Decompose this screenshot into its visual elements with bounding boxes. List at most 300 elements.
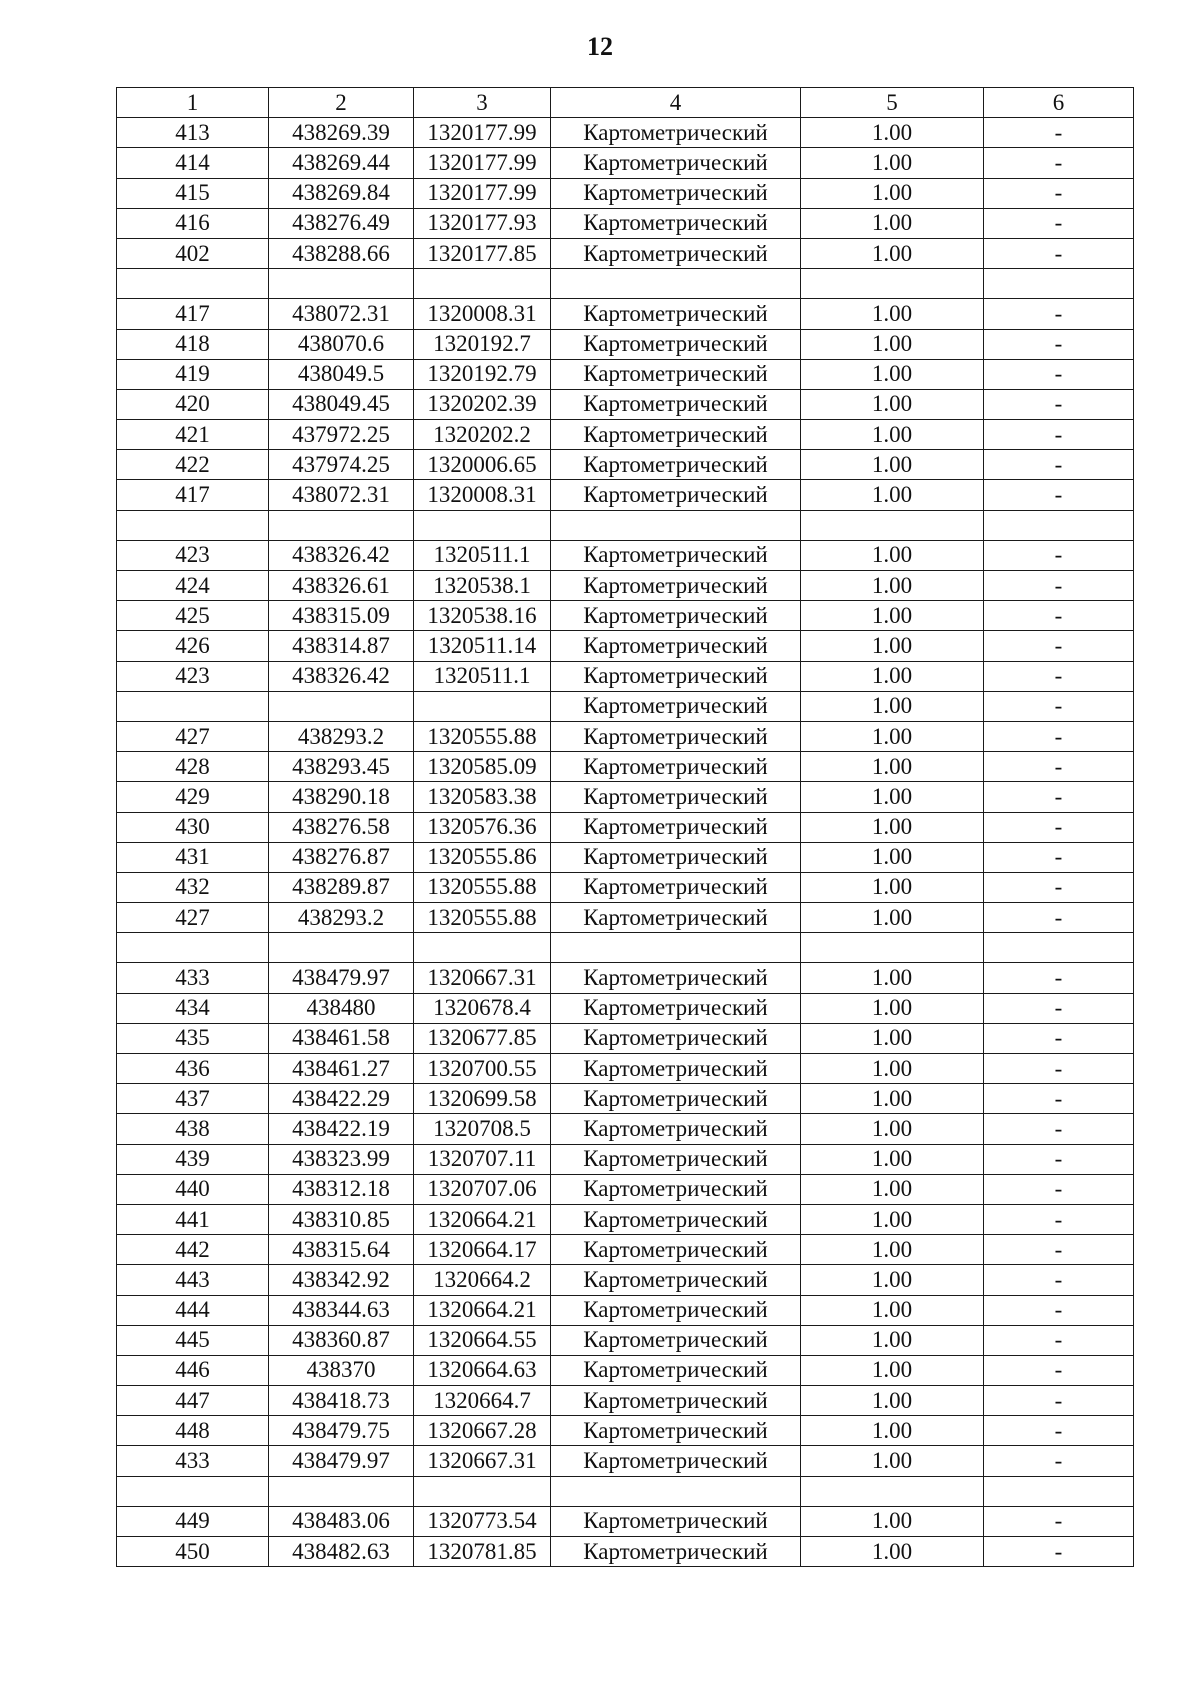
table-cell: 438422.19 (269, 1114, 414, 1144)
table-row (117, 631, 1134, 661)
table-cell: 438293.2 (269, 721, 414, 751)
table-cell: 1320664.55 (414, 1325, 551, 1355)
table-row (117, 1446, 1134, 1476)
table-cell: Картометрический (551, 1235, 801, 1265)
page-number: 12 (587, 32, 613, 61)
table-cell: 424 (117, 571, 269, 601)
table-cell: Картометрический (551, 903, 801, 933)
table-cell (984, 510, 1134, 540)
table-cell: 438479.97 (269, 1446, 414, 1476)
table-row (117, 1506, 1134, 1536)
table-cell (551, 1476, 801, 1506)
table-cell: Картометрический (551, 601, 801, 631)
table-cell: 438326.61 (269, 571, 414, 601)
table-cell: - (984, 1204, 1134, 1234)
table-cell: 1.00 (801, 299, 984, 329)
table-row (117, 1054, 1134, 1084)
table-cell: 1320511.14 (414, 631, 551, 661)
table-cell: Картометрический (551, 359, 801, 389)
header-cell: 1 (117, 88, 269, 118)
table-cell: 436 (117, 1054, 269, 1084)
table-cell: 437 (117, 1084, 269, 1114)
table-cell: Картометрический (551, 1386, 801, 1416)
table-cell: Картометрический (551, 299, 801, 329)
table-cell: 437972.25 (269, 420, 414, 450)
table-cell: - (984, 1325, 1134, 1355)
table-cell: 1320008.31 (414, 299, 551, 329)
table-row (117, 148, 1134, 178)
table-row (117, 1235, 1134, 1265)
table-cell: Картометрический (551, 148, 801, 178)
table-cell: 1.00 (801, 1144, 984, 1174)
table-cell: 438483.06 (269, 1506, 414, 1536)
table-cell: 1320555.88 (414, 721, 551, 751)
header-cell: 5 (801, 88, 984, 118)
table-row (117, 1144, 1134, 1174)
table-row (117, 540, 1134, 570)
table-cell: 422 (117, 450, 269, 480)
table-cell (551, 933, 801, 963)
table-cell (414, 510, 551, 540)
table-cell: 1.00 (801, 450, 984, 480)
table-cell: Картометрический (551, 329, 801, 359)
table-row (117, 329, 1134, 359)
table-row (117, 752, 1134, 782)
table-cell: 438312.18 (269, 1174, 414, 1204)
table-cell: 438072.31 (269, 480, 414, 510)
table-cell: - (984, 993, 1134, 1023)
table-cell: 435 (117, 1023, 269, 1053)
table-cell: 438276.58 (269, 812, 414, 842)
table-cell: 1.00 (801, 118, 984, 148)
table-cell (801, 1476, 984, 1506)
table-cell: 1.00 (801, 420, 984, 450)
table-cell: 428 (117, 752, 269, 782)
table-cell: 426 (117, 631, 269, 661)
table-cell: 438326.42 (269, 540, 414, 570)
table-row (117, 872, 1134, 902)
table-row (117, 691, 1134, 721)
table-cell (269, 510, 414, 540)
table-cell: 1.00 (801, 238, 984, 268)
table-cell: 1.00 (801, 1537, 984, 1567)
table-cell: 438072.31 (269, 299, 414, 329)
table-cell (117, 691, 269, 721)
table-cell: - (984, 752, 1134, 782)
table-cell: 438269.44 (269, 148, 414, 178)
table-cell: - (984, 1235, 1134, 1265)
table-cell: Картометрический (551, 1446, 801, 1476)
table-cell: 423 (117, 540, 269, 570)
table-cell: 1.00 (801, 329, 984, 359)
table-row (117, 1325, 1134, 1355)
table-cell: 430 (117, 812, 269, 842)
table-cell: 1320667.31 (414, 1446, 551, 1476)
table-cell: Картометрический (551, 450, 801, 480)
table-row (117, 1355, 1134, 1385)
table-cell: 438049.5 (269, 359, 414, 389)
table-cell: 438315.64 (269, 1235, 414, 1265)
table-cell: 438276.49 (269, 208, 414, 238)
table-cell: Картометрический (551, 1537, 801, 1567)
table-cell: 438326.42 (269, 661, 414, 691)
table-cell: 438293.45 (269, 752, 414, 782)
table-cell: 438269.39 (269, 118, 414, 148)
table-row (117, 480, 1134, 510)
table-cell (414, 933, 551, 963)
table-cell: 427 (117, 721, 269, 751)
table-cell: 1.00 (801, 1416, 984, 1446)
table-cell (414, 1476, 551, 1506)
table-cell: 1.00 (801, 842, 984, 872)
table-cell: 1.00 (801, 1204, 984, 1234)
table-cell: 438288.66 (269, 238, 414, 268)
table-cell: 415 (117, 178, 269, 208)
header-cell: 4 (551, 88, 801, 118)
table-cell: 1.00 (801, 631, 984, 661)
table-cell: Картометрический (551, 1023, 801, 1053)
table-row (117, 1386, 1134, 1416)
coordinates-table-body (117, 88, 1134, 1567)
table-cell (984, 269, 1134, 299)
table-cell: 438049.45 (269, 389, 414, 419)
table-cell: - (984, 903, 1134, 933)
table-cell: 1320678.4 (414, 993, 551, 1023)
table-cell: - (984, 480, 1134, 510)
table-cell: 1.00 (801, 1054, 984, 1084)
table-cell: - (984, 571, 1134, 601)
table-cell: 438479.97 (269, 963, 414, 993)
table-cell: 1.00 (801, 540, 984, 570)
table-cell: 1320177.99 (414, 148, 551, 178)
table-cell: 1320202.39 (414, 389, 551, 419)
table-cell: 1320177.99 (414, 118, 551, 148)
table-cell: Картометрический (551, 178, 801, 208)
table-cell: - (984, 1174, 1134, 1204)
table-cell: - (984, 118, 1134, 148)
table-cell (117, 510, 269, 540)
table-cell: 438269.84 (269, 178, 414, 208)
table-cell: 446 (117, 1355, 269, 1385)
table-cell: 1320177.93 (414, 208, 551, 238)
table-cell: 1.00 (801, 1084, 984, 1114)
table-row (117, 299, 1134, 329)
table-cell: Картометрический (551, 238, 801, 268)
table-cell: 433 (117, 963, 269, 993)
table-cell: - (984, 812, 1134, 842)
table-cell: 432 (117, 872, 269, 902)
table-row (117, 1537, 1134, 1567)
table-cell: 1320664.21 (414, 1295, 551, 1325)
table-cell: - (984, 389, 1134, 419)
table-header-row (117, 88, 1134, 118)
table-cell (414, 269, 551, 299)
table-cell: 1.00 (801, 1446, 984, 1476)
table-cell: 1.00 (801, 1506, 984, 1536)
table-cell: - (984, 631, 1134, 661)
table-row (117, 359, 1134, 389)
table-cell: 1320202.2 (414, 420, 551, 450)
table-cell: 438314.87 (269, 631, 414, 661)
table-cell: - (984, 1114, 1134, 1144)
table-cell (269, 269, 414, 299)
table-cell: 438461.58 (269, 1023, 414, 1053)
table-cell: 1.00 (801, 903, 984, 933)
table-cell: - (984, 208, 1134, 238)
table-cell: 417 (117, 480, 269, 510)
table-cell: - (984, 782, 1134, 812)
table-cell: 425 (117, 601, 269, 631)
table-cell: 438323.99 (269, 1144, 414, 1174)
table-row (117, 208, 1134, 238)
table-cell: 1.00 (801, 1114, 984, 1144)
table-cell: - (984, 1537, 1134, 1567)
table-cell: 438315.09 (269, 601, 414, 631)
table-cell: 438070.6 (269, 329, 414, 359)
table-cell: 1320585.09 (414, 752, 551, 782)
table-cell: 1.00 (801, 661, 984, 691)
table-cell: Картометрический (551, 842, 801, 872)
table-cell: Картометрический (551, 1265, 801, 1295)
table-cell: 1320707.11 (414, 1144, 551, 1174)
table-cell: 438293.2 (269, 903, 414, 933)
table-cell (117, 1476, 269, 1506)
table-cell: 416 (117, 208, 269, 238)
table-row (117, 601, 1134, 631)
table-cell (551, 269, 801, 299)
table-cell: 1.00 (801, 691, 984, 721)
header-cell: 3 (414, 88, 551, 118)
table-row (117, 1114, 1134, 1144)
table-row (117, 993, 1134, 1023)
table-row (117, 238, 1134, 268)
table-cell: - (984, 1265, 1134, 1295)
table-cell: Картометрический (551, 1084, 801, 1114)
table-cell: - (984, 721, 1134, 751)
table-cell: 1320667.31 (414, 963, 551, 993)
table-cell: - (984, 1355, 1134, 1385)
table-cell: Картометрический (551, 1054, 801, 1084)
table-cell: 433 (117, 1446, 269, 1476)
table-cell: 1320008.31 (414, 480, 551, 510)
table-cell: Картометрический (551, 1144, 801, 1174)
table-row (117, 389, 1134, 419)
table-cell: 434 (117, 993, 269, 1023)
table-cell: - (984, 1506, 1134, 1536)
table-cell: 1.00 (801, 571, 984, 601)
table-row (117, 1084, 1134, 1114)
table-cell: 1320177.85 (414, 238, 551, 268)
table-cell: Картометрический (551, 782, 801, 812)
table-cell: - (984, 1416, 1134, 1446)
table-row (117, 812, 1134, 842)
table-row (117, 510, 1134, 540)
table-cell: Картометрический (551, 1355, 801, 1385)
table-cell: Картометрический (551, 1416, 801, 1446)
table-cell: - (984, 450, 1134, 480)
table-cell: 1320538.1 (414, 571, 551, 601)
table-cell (801, 510, 984, 540)
table-cell (801, 269, 984, 299)
table-cell: Картометрический (551, 1174, 801, 1204)
table-cell: 439 (117, 1144, 269, 1174)
table-cell: 438310.85 (269, 1204, 414, 1234)
table-cell: - (984, 299, 1134, 329)
table-cell: 1.00 (801, 1325, 984, 1355)
table-cell: 441 (117, 1204, 269, 1234)
table-cell: 438418.73 (269, 1386, 414, 1416)
table-cell: - (984, 420, 1134, 450)
table-cell: Картометрический (551, 872, 801, 902)
table-cell: 1320511.1 (414, 661, 551, 691)
table-cell: 1.00 (801, 963, 984, 993)
table-cell: Картометрический (551, 721, 801, 751)
table-cell: 438370 (269, 1355, 414, 1385)
table-cell: 419 (117, 359, 269, 389)
table-cell: 438276.87 (269, 842, 414, 872)
table-cell: 1.00 (801, 480, 984, 510)
table-cell: 1.00 (801, 812, 984, 842)
table-cell: 1320664.7 (414, 1386, 551, 1416)
table-cell: 1320583.38 (414, 782, 551, 812)
header-cell: 6 (984, 88, 1134, 118)
table-cell: 414 (117, 148, 269, 178)
table-cell: 1320555.86 (414, 842, 551, 872)
table-cell: Картометрический (551, 389, 801, 419)
table-cell: 1.00 (801, 1023, 984, 1053)
table-cell: 438461.27 (269, 1054, 414, 1084)
table-cell (269, 933, 414, 963)
table-cell: 444 (117, 1295, 269, 1325)
table-cell: 1320707.06 (414, 1174, 551, 1204)
table-cell: 1320699.58 (414, 1084, 551, 1114)
table-row (117, 721, 1134, 751)
table-cell: - (984, 601, 1134, 631)
table-cell: 438344.63 (269, 1295, 414, 1325)
table-row (117, 1476, 1134, 1506)
table-cell: 429 (117, 782, 269, 812)
table-cell: 443 (117, 1265, 269, 1295)
table-cell: - (984, 178, 1134, 208)
table-row (117, 1174, 1134, 1204)
table-cell: 1.00 (801, 721, 984, 751)
table-cell: - (984, 1386, 1134, 1416)
table-cell: 438 (117, 1114, 269, 1144)
table-cell: 1.00 (801, 752, 984, 782)
table-cell (984, 933, 1134, 963)
table-row (117, 178, 1134, 208)
table-cell: 402 (117, 238, 269, 268)
table-cell: 440 (117, 1174, 269, 1204)
table-cell: - (984, 661, 1134, 691)
table-cell: Картометрический (551, 661, 801, 691)
table-cell: - (984, 1084, 1134, 1114)
table-cell: 438422.29 (269, 1084, 414, 1114)
table-cell: Картометрический (551, 118, 801, 148)
table-cell: Картометрический (551, 812, 801, 842)
table-cell: Картометрический (551, 631, 801, 661)
table-row (117, 842, 1134, 872)
table-cell: - (984, 691, 1134, 721)
table-cell: 438479.75 (269, 1416, 414, 1446)
table-cell: Картометрический (551, 1114, 801, 1144)
table-cell (414, 691, 551, 721)
table-cell: 437974.25 (269, 450, 414, 480)
table-cell: 431 (117, 842, 269, 872)
table-cell: 1.00 (801, 601, 984, 631)
coordinates-table (116, 87, 1134, 1567)
table-cell (117, 269, 269, 299)
table-cell: 1320781.85 (414, 1537, 551, 1567)
table-cell: 1320664.17 (414, 1235, 551, 1265)
table-cell: 447 (117, 1386, 269, 1416)
table-row (117, 661, 1134, 691)
table-cell (269, 691, 414, 721)
table-cell: 1320708.5 (414, 1114, 551, 1144)
table-row (117, 118, 1134, 148)
table-cell (984, 1476, 1134, 1506)
table-cell: 423 (117, 661, 269, 691)
table-cell: 1.00 (801, 178, 984, 208)
table-cell: 438482.63 (269, 1537, 414, 1567)
table-cell: 1.00 (801, 993, 984, 1023)
table-cell: 1.00 (801, 1235, 984, 1265)
table-cell: - (984, 540, 1134, 570)
table-row (117, 450, 1134, 480)
table-row (117, 933, 1134, 963)
table-cell: Картометрический (551, 571, 801, 601)
table-cell: 438342.92 (269, 1265, 414, 1295)
table-cell: 413 (117, 118, 269, 148)
table-cell: 438289.87 (269, 872, 414, 902)
table-cell: - (984, 842, 1134, 872)
table-cell: 420 (117, 389, 269, 419)
table-cell: Картометрический (551, 420, 801, 450)
table-cell: - (984, 148, 1134, 178)
table-cell: 1320177.99 (414, 178, 551, 208)
table-cell: Картометрический (551, 993, 801, 1023)
table-cell: 421 (117, 420, 269, 450)
table-row (117, 571, 1134, 601)
table-row (117, 903, 1134, 933)
table-cell: - (984, 963, 1134, 993)
table-cell: 448 (117, 1416, 269, 1446)
table-row (117, 420, 1134, 450)
table-cell: 438480 (269, 993, 414, 1023)
table-cell: - (984, 1023, 1134, 1053)
table-cell: Картометрический (551, 1325, 801, 1355)
table-cell: 427 (117, 903, 269, 933)
table-cell: - (984, 238, 1134, 268)
table-cell: 1320664.63 (414, 1355, 551, 1385)
table-cell: 1320773.54 (414, 1506, 551, 1536)
table-cell (801, 933, 984, 963)
table-cell: 1.00 (801, 1295, 984, 1325)
table-cell: 1.00 (801, 1386, 984, 1416)
table-cell: 1320700.55 (414, 1054, 551, 1084)
table-cell: 1320192.79 (414, 359, 551, 389)
table-cell: - (984, 1054, 1134, 1084)
table-cell: Картометрический (551, 963, 801, 993)
table-cell: 1.00 (801, 872, 984, 902)
table-cell: 418 (117, 329, 269, 359)
table-cell: - (984, 1446, 1134, 1476)
table-cell: 1320677.85 (414, 1023, 551, 1053)
table-cell: 1.00 (801, 1355, 984, 1385)
table-cell: 1320664.21 (414, 1204, 551, 1234)
table-cell: - (984, 329, 1134, 359)
table-cell: 1320667.28 (414, 1416, 551, 1446)
